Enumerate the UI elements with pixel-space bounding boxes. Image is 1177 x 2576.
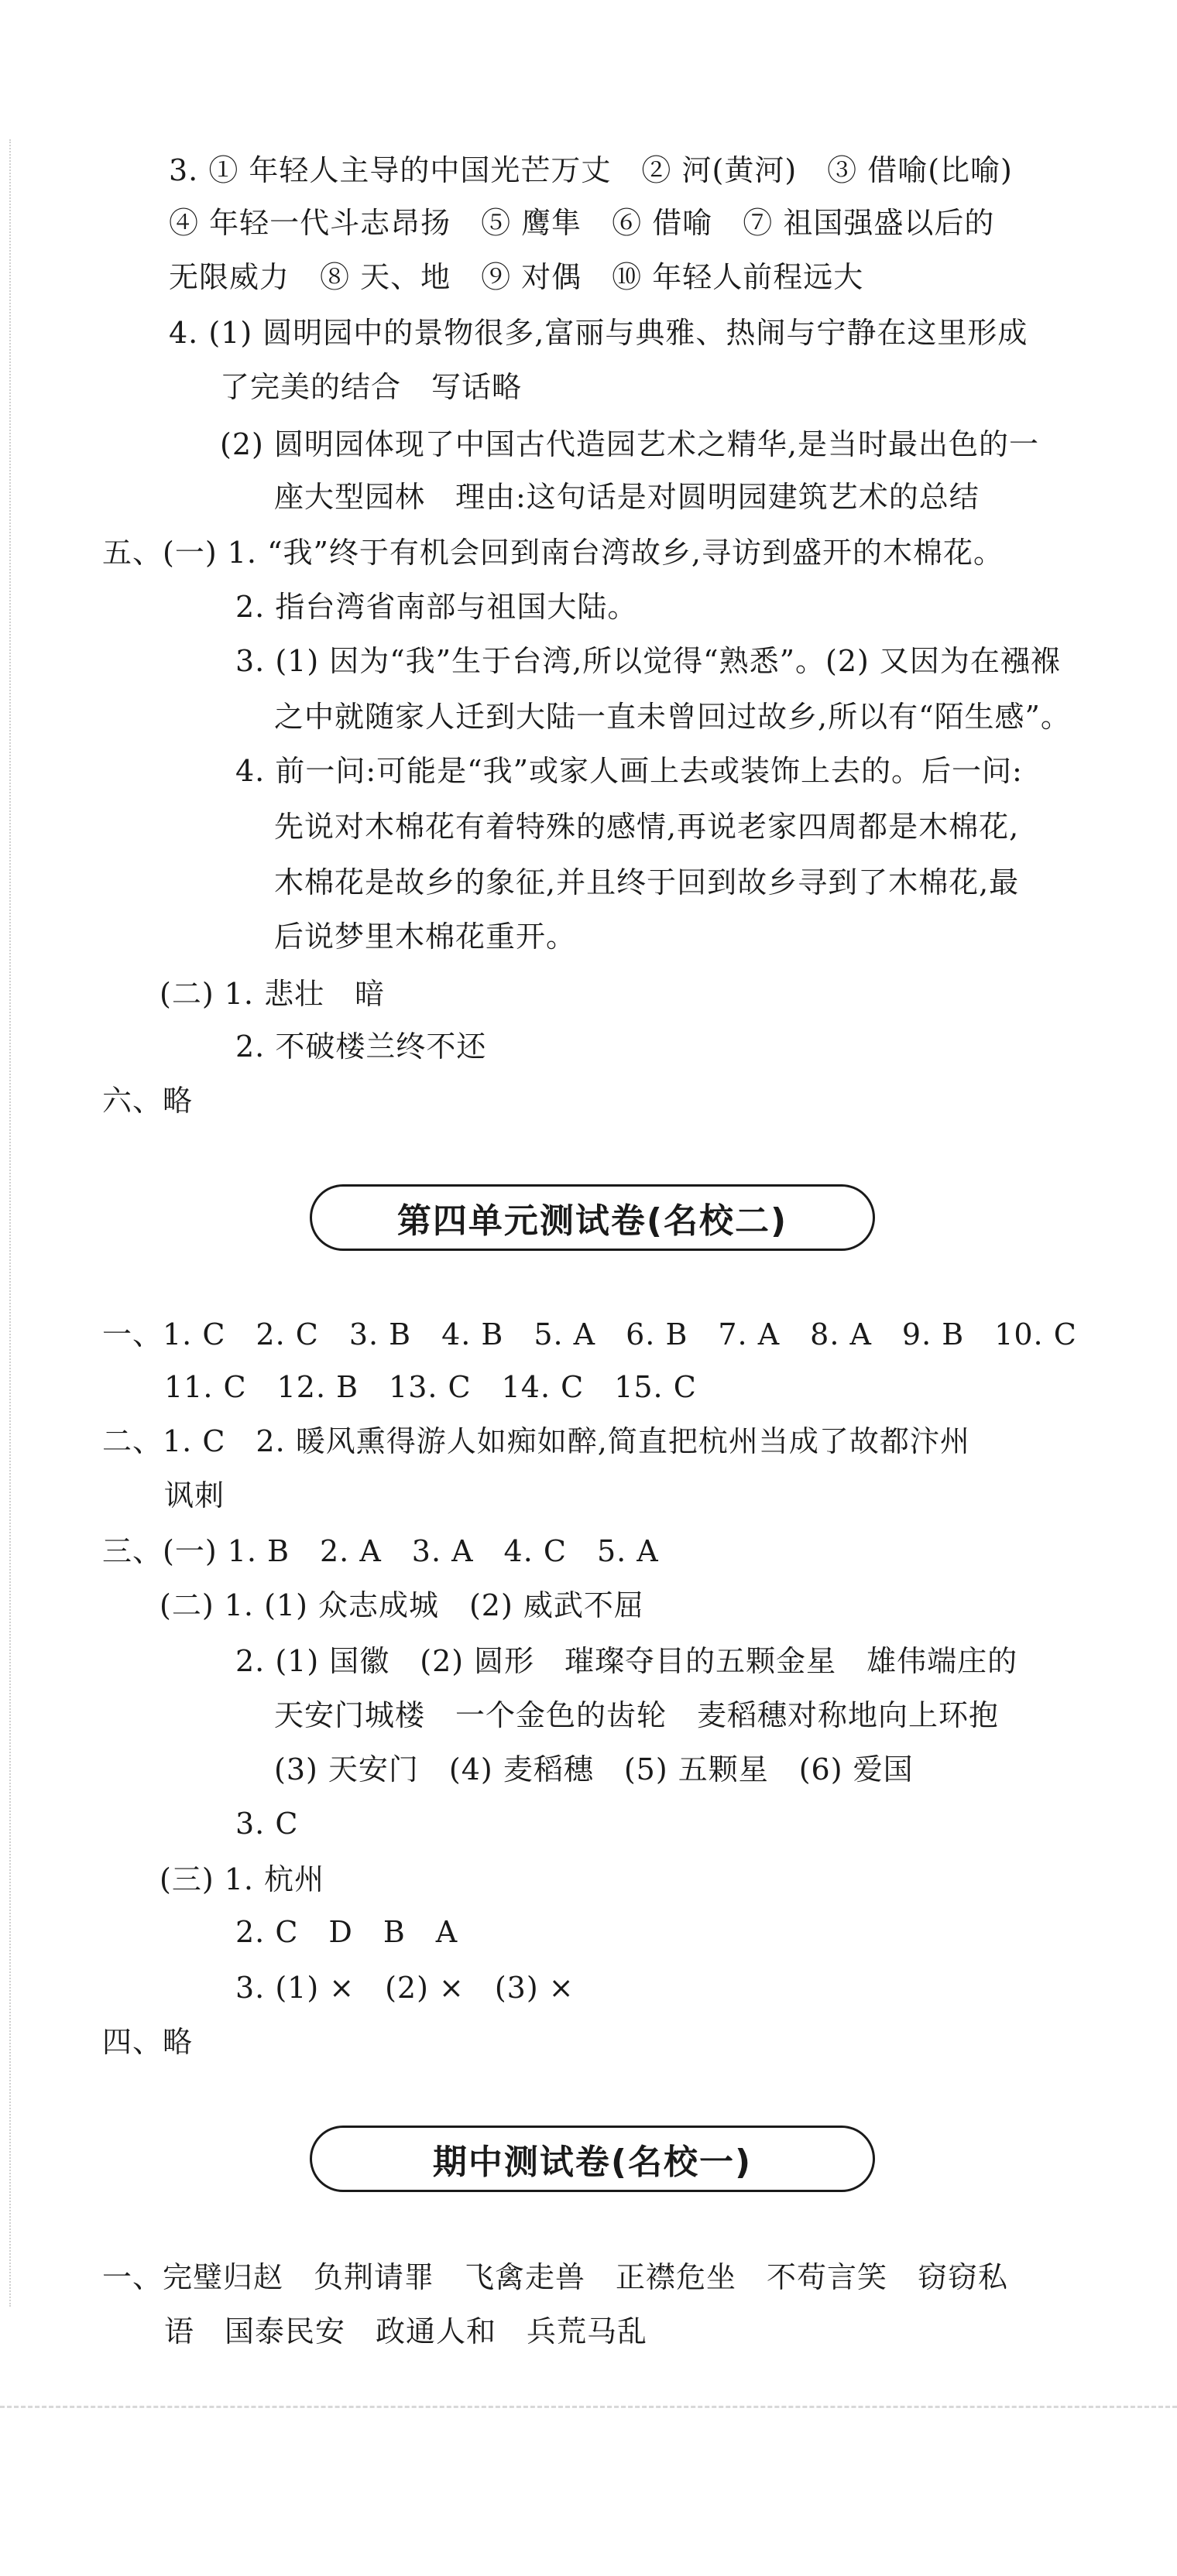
answer-line: (3) 天安门 (4) 麦稻穗 (5) 五颗星 (6) 爱国	[274, 1752, 914, 1786]
answer-line: 11. C 12. B 13. C 14. C 15. C	[164, 1370, 697, 1404]
answer-line: 讽刺	[164, 1478, 225, 1512]
answer-line: 了完美的结合 写话略	[220, 370, 523, 404]
answer-line: 3. ① 年轻人主导的中国光芒万丈 ② 河(黄河) ③ 借喻(比喻)	[169, 153, 1013, 187]
answer-line: 三、(一) 1. B 2. A 3. A 4. C 5. A	[102, 1534, 659, 1568]
answer-line: ④ 年轻一代斗志昂扬 ⑤ 鹰隼 ⑥ 借喻 ⑦ 祖国强盛以后的	[169, 206, 995, 240]
section-heading	[310, 1184, 875, 1251]
answer-line: 六、略	[102, 1084, 194, 1118]
answer-line: 天安门城楼 一个金色的齿轮 麦稻穗对称地向上环抱	[274, 1698, 1000, 1732]
answer-line: (2) 圆明园体现了中国古代造园艺术之精华,是当时最出色的一	[220, 427, 1039, 461]
answer-line: (二) 1. (1) 众志成城 (2) 威武不屈	[160, 1588, 644, 1622]
answer-line: 3. (1) 因为“我”生于台湾,所以觉得“熟悉”。(2) 又因为在襁褓	[235, 644, 1061, 678]
answer-line: 之中就随家人迁到大陆一直未曾回过故乡,所以有“陌生感”。	[274, 700, 1071, 734]
answer-line: 2. C D B A	[235, 1915, 458, 1949]
answer-line: (三) 1. 杭州	[160, 1862, 325, 1896]
answer-line: 座大型园林 理由:这句话是对圆明园建筑艺术的总结	[274, 480, 980, 514]
answer-line: 四、略	[102, 2025, 194, 2059]
answer-line: 语 国泰民安 政通人和 兵荒马乱	[164, 2314, 648, 2348]
section-heading-text: 期中测试卷(名校一)	[432, 2143, 753, 2182]
answer-line: 后说梦里木棉花重开。	[274, 920, 577, 954]
page-bottom-rule	[0, 2406, 1177, 2408]
answer-line: 无限威力 ⑧ 天、地 ⑨ 对偶 ⑩ 年轻人前程远大	[169, 260, 864, 294]
answer-line: 2. 指台湾省南部与祖国大陆。	[235, 590, 638, 624]
answer-line: 一、1. C 2. C 3. B 4. B 5. A 6. B 7. A 8. A 9. B 10. C	[102, 1317, 1077, 1351]
answer-line: 2. (1) 国徽 (2) 圆形 璀璨夺目的五颗金星 雄伟端庄的	[235, 1644, 1018, 1678]
answer-line: 先说对木棉花有着特殊的感情,再说老家四周都是木棉花,	[274, 810, 1020, 844]
answer-line: 4. 前一问:可能是“我”或家人画上去或装饰上去的。后一问:	[235, 754, 1023, 788]
answer-line: (二) 1. 悲壮 暗	[160, 977, 386, 1011]
answer-line: 木棉花是故乡的象征,并且终于回到故乡寻到了木棉花,最	[274, 865, 1020, 899]
section-heading	[310, 2126, 875, 2192]
answer-line: 2. 不破楼兰终不还	[235, 1029, 487, 1064]
answer-line: 3. (1) × (2) × (3) ×	[235, 1971, 575, 2005]
margin-guide	[9, 139, 11, 2307]
answer-line: 二、1. C 2. 暖风熏得游人如痴如醉,简直把杭州当成了故都汴州	[102, 1424, 970, 1458]
answer-line: 3. C	[235, 1807, 299, 1841]
section-heading-text: 第四单元测试卷(名校二)	[396, 1201, 788, 1241]
answer-line: 五、(一) 1. “我”终于有机会回到南台湾故乡,寻访到盛开的木棉花。	[102, 536, 1004, 570]
answer-line: 一、完璧归赵 负荆请罪 飞禽走兽 正襟危坐 不苟言笑 窃窃私	[102, 2260, 1009, 2294]
answer-line: 4. (1) 圆明园中的景物很多,富丽与典雅、热闹与宁静在这里形成	[169, 316, 1028, 350]
